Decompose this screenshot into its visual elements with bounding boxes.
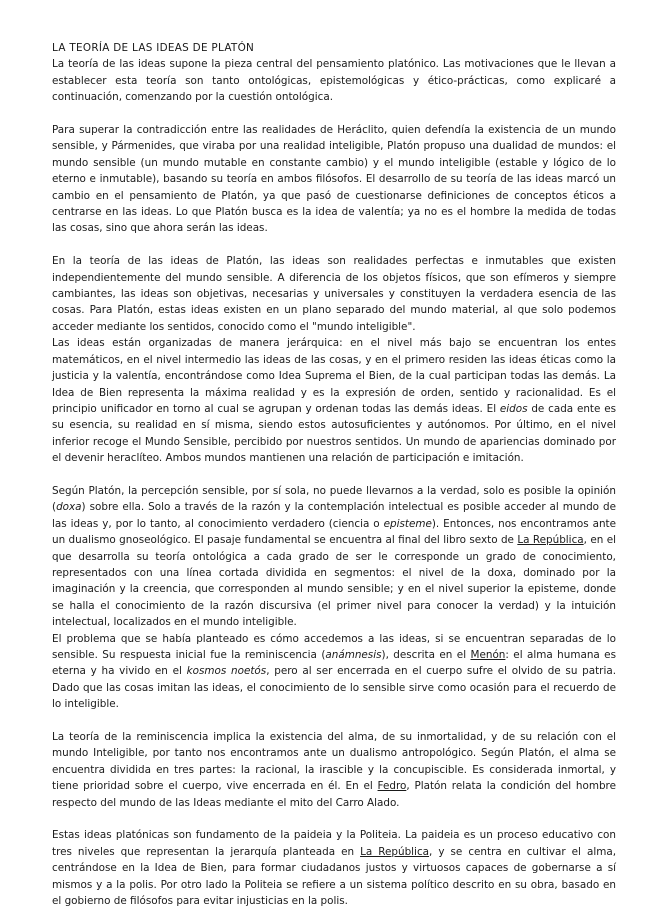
paragraph-intro-text: La teoría de las ideas supone la pieza central del pensamiento platónico. Las motivaciones que le llevan a establecer esta teoría son tanto ontológicas, epistemológicas y ético-prácticas, como explicaré a continuación, comenzando por la cuestión ontológica. [52, 58, 616, 104]
paragraph-ontology-text: Para superar la contradicción entre las realidades de Heráclito, quien defendía la existencia de un mundo sensible, y Pármenides, que viraba por una realidad inteligible, Platón propuso una dualidad de mundos: el mundo sensible (un mundo mutable en constante cambio) y el mundo inteligible (estable y lógico de lo eterno e inmutable), basando su teoría en ambos filósofos. El desarrollo de su teoría de las ideas marcó un cambio en el pensamiento de Platón, ya que pasó de cuestionarse definiciones de conceptos éticos a centrarse en las ideas. Lo que Platón busca es la idea de valentía; ya no es el hombre la medida de todas las cosas, sino que ahora serán las ideas. [52, 124, 616, 235]
paragraph-hierarchy-text-a: Las ideas están organizadas de manera jerárquica: en el nivel más bajo se encuentran los entes matemáticos, en el nivel intermedio las ideas de las cosas, y en el primero residen las ideas éticas como la justicia y la valentía, encontrándose como Idea Suprema el Bien, de la cual participan todas las demás. La Idea de Bien representa la máxima realidad y es la expresión de orden, sentido y racionalidad. Es el principio unificador en torno al cual se agrupan y ordenan todas las demás ideas. El [52, 337, 616, 415]
paragraph-reminiscence-text-a: El problema que se había planteado es cómo accedemos a las ideas, si se encuentran separadas de lo sensible. Su respuesta inicial fue la reminiscencia ( [52, 632, 616, 661]
paragraph-soul-text-a: La teoría de la reminiscencia implica la existencia del alma, de su inmortalidad, y de su relación con el mundo Inteligible, por tanto nos encontramos ante un dualismo antropológico. Según Platón, el alma se encuentra dividida en tres partes: la racional, la irascible y la concupiscible. Es considerada inmortal, y tiene prioridad sobre el cuerpo, vive encerrada en él. En el [52, 731, 616, 793]
term-kosmos-noetos: kosmos noetós [186, 665, 267, 678]
document-page [52, 40, 616, 909]
term-episteme: episteme [383, 517, 432, 530]
paragraph-intro [52, 56, 616, 105]
term-anamnesis: anámnesis [325, 648, 382, 661]
paragraph-gap [52, 713, 616, 729]
paragraph-gap [52, 811, 616, 827]
paragraph-epistemology-text-b: ) sobre ella. Solo a través de la razón y la contemplación intelectual es posible acceder al mundo de las ideas y, por lo tanto, al conocimiento verdadero (ciencia o [52, 501, 616, 530]
link-menon[interactable]: Menón [470, 648, 506, 661]
paragraph-hierarchy-text-b: de cada ente es su esencia, su realidad en sí misma, siendo estos autosuficientes y autónomos. Por último, en el nivel inferior recoge el Mundo Sensible, percibido por nuestros sentidos. Un mundo de apariencias dominado por el devenir heraclíteo. Ambos mundos mantienen una relación de participación e imitación. [52, 402, 616, 465]
paragraph-epistemology-text-d: , en el que desarrolla su teoría ontológica a cada grado de ser le corresponde un grado de conocimiento, representados con una línea cortada dividida en segmentos: el nivel de la doxa, dominado por la imaginación y la creencia, que corresponden al mundo sensible; y en el nivel superior la episteme, donde se halla el conocimiento de la razón discursiva (el primer nivel para conocer la verdad) y la intuición intelectual, localizados en el mundo inteligible. [52, 534, 616, 629]
link-la-republica[interactable]: La República [517, 534, 584, 547]
link-la-republica-2[interactable]: La República [360, 845, 430, 858]
paragraph-soul-text-b: , Platón relata la condición del hombre respecto del mundo de las Ideas mediante el mito del Carro Alado. [52, 780, 616, 809]
paragraph-gap [52, 106, 616, 122]
paragraph-ontology [52, 122, 616, 237]
paragraph-hierarchy [52, 335, 616, 466]
paragraph-soul [52, 729, 616, 811]
paragraph-paideia-text-a: Estas ideas platónicas son fundamento de la paideia y la Politeia. La paideia es un proceso educativo con tres niveles que representan la jerarquía planteada en [52, 829, 616, 858]
paragraph-epistemology-text-c: ). Entonces, nos encontramos ante un dualismo gnoseológico. El pasaje fundamental se encuentra al final del libro sexto de [52, 517, 617, 547]
paragraph-paideia [52, 827, 616, 909]
paragraph-ideas-definition-text: En la teoría de las ideas de Platón, las ideas son realidades perfectas e inmutables que existen independientemente del mundo sensible. A diferencia de los objetos físicos, que son efímeros y siempre cambiantes, las ideas son objetivas, necesarias y universales y constituyen la verdadera esencia de las cosas. Para Platón, estas ideas existen en un plano separado del mundo material, al que solo podemos acceder mediante los sentidos, conocido como el "mundo inteligible". [52, 255, 616, 333]
document-title: LA TEORÍA DE LAS IDEAS DE PLATÓN [52, 42, 255, 54]
paragraph-ideas-definition [52, 253, 616, 335]
paragraph-reminiscence-text-c: : el alma humana es eterna y ha vivido en el [52, 648, 616, 678]
paragraph-paideia-text-b: , y se centra en cultivar el alma, centrándose en la Idea de Bien, para formar ciudadanos justos y virtuosos capaces de gobernarse a sí mismos y a la polis. Por otro lado la Politeia se refiere a un sistema político descrito en su obra, basado en el gobierno de filósofos para evitar injusticias en la polis. [52, 845, 616, 908]
term-eidos: eidos [499, 402, 528, 415]
link-fedro[interactable]: Fedro [377, 780, 407, 793]
paragraph-gap [52, 467, 616, 483]
paragraph-epistemology [52, 483, 616, 631]
paragraph-epistemology-text-a: Según Platón, la percepción sensible, por sí sola, no puede llevarnos a la verdad, solo es posible la opinión ( [52, 484, 616, 514]
term-doxa: doxa [56, 501, 82, 514]
paragraph-reminiscence [52, 631, 616, 713]
paragraph-reminiscence-text-b: ), descrita en el [381, 648, 471, 661]
paragraph-gap [52, 237, 616, 253]
paragraph-reminiscence-text-d: , pero al ser encerrada en el cuerpo sufre el olvido de su patria. Dado que las cosas imitan las ideas, el conocimiento de lo sensible sirve como ocasión para el recuerdo de lo inteligible. [52, 665, 616, 711]
